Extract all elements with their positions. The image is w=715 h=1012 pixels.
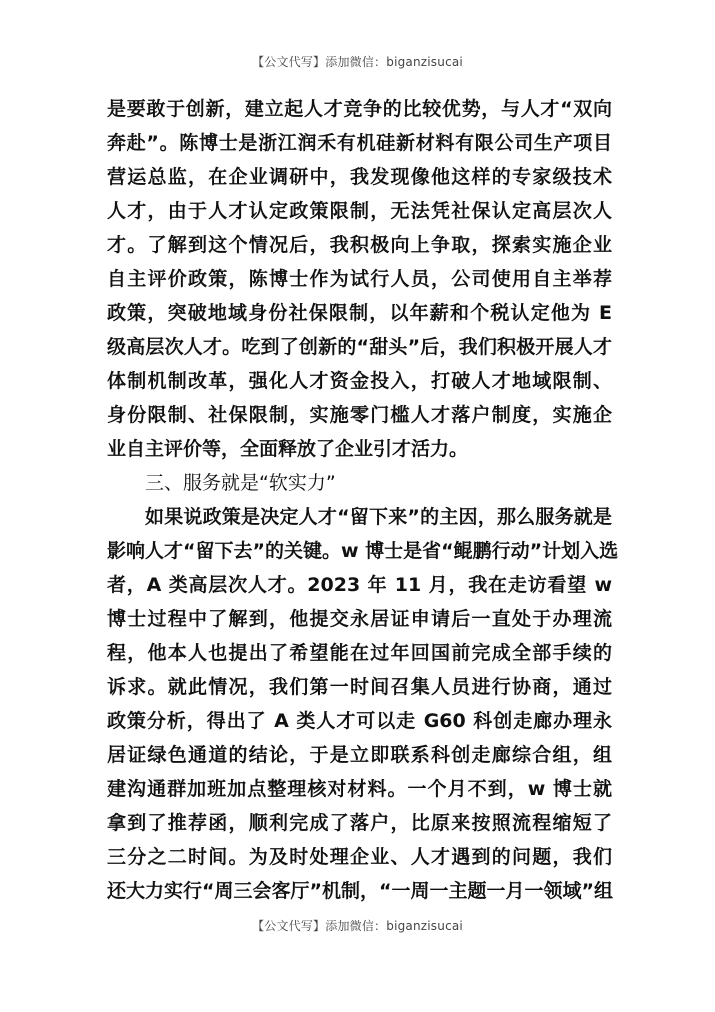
text-line: 居证绿色通道的结论，于是立即联系科创走廊综合组，组 xyxy=(107,744,612,766)
text-line: 三分之二时间。为及时处理企业、人才遇到的问题，我们 xyxy=(107,846,612,868)
text-line: 诉求。就此情况，我们第一时间召集人员进行协商，通过 xyxy=(107,676,612,698)
text-line: 自主评价政策，陈博士作为试行人员，公司使用自主举荐 xyxy=(107,268,612,290)
text-line: 还大力实行“周三会客厅”机制，“一周一主题一月一领域”组 xyxy=(107,880,613,902)
text-line: 政策，突破地域身份社保限制，以年薪和个税认定他为 E xyxy=(107,302,612,324)
paragraph-1 xyxy=(107,92,612,466)
text-line: 者，A 类高层次人才。2023 年 11 月，我在走访看望 w xyxy=(107,574,612,596)
text-line: 业自主评价等，全面释放了企业引才活力。 xyxy=(107,438,469,460)
text-line: 博士过程中了解到，他提交永居证申请后一直处于办理流 xyxy=(107,608,612,630)
text-line: 如果说政策是决定人才“留下来”的主因，那么服务就是 xyxy=(145,506,612,528)
paragraph-2 xyxy=(107,500,619,908)
text-line: 拿到了推荐函，顺利完成了落户，比原来按照流程缩短了 xyxy=(107,812,612,834)
footer-watermark: 【公文代写】添加微信：biganzisucai xyxy=(252,919,463,933)
text-line: 人才，由于人才认定政策限制，无法凭社保认定高层次人 xyxy=(107,200,612,222)
text-line: 奔赴”。陈博士是浙江润禾有机硅新材料有限公司生产项目 xyxy=(107,132,612,154)
header-watermark: 【公文代写】添加微信：biganzisucai xyxy=(252,55,463,69)
text-line: 建沟通群加班加点整理核对材料。一个月不到，w 博士就 xyxy=(107,778,612,800)
text-line: 程，他本人也提出了希望能在过年回国前完成全部手续的 xyxy=(107,642,612,664)
text-line: 影响人才“留下去”的关键。w 博士是省“鲲鹏行动”计划入选 xyxy=(107,540,619,562)
text-line: 才。了解到这个情况后，我积极向上争取，探索实施企业 xyxy=(107,234,612,256)
text-line: 营运总监，在企业调研中，我发现像他这样的专家级技术 xyxy=(107,166,612,188)
text-line: 身份限制、社保限制，实施零门槛人才落户制度，实施企 xyxy=(107,404,612,426)
section-heading: 三、服务就是“软实力” xyxy=(145,472,336,494)
text-line: 体制机制改革，强化人才资金投入，打破人才地域限制、 xyxy=(107,370,612,392)
text-line: 政策分析，得出了 A 类人才可以走 G60 科创走廊办理永 xyxy=(107,710,612,732)
text-line: 是要敢于创新，建立起人才竞争的比较优势，与人才“双向 xyxy=(107,98,612,120)
body-text xyxy=(107,92,619,908)
text-line: 级高层次人才。吃到了创新的“甜头”后，我们积极开展人才 xyxy=(107,336,612,358)
